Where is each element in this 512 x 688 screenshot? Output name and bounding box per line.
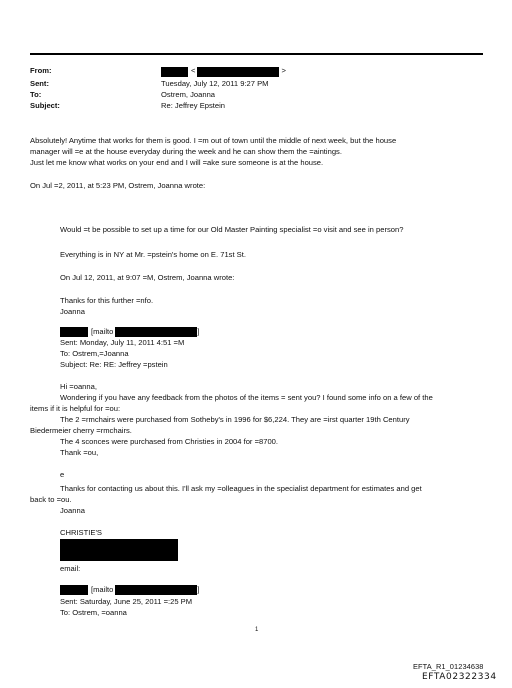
redaction-block (60, 585, 88, 595)
quote-line: Biedermeier cherry =rmchairs. (30, 426, 132, 435)
from-label: From: (30, 66, 52, 76)
quote-subject: Subject: Re: RE: Jeffrey =pstein (60, 360, 168, 369)
redaction-block (115, 585, 200, 595)
from-row (30, 66, 286, 77)
sent-value: Tuesday, July 12, 2011 9:27 PM (161, 79, 269, 89)
mailto-open: [mailto (91, 327, 114, 336)
quote-line: Thank =ou, (60, 448, 99, 457)
quote-line: Thanks for contacting us about this. I'll ask my =olleagues in the specialist department for estimates and get (60, 484, 422, 493)
from-angle-open: < (191, 66, 196, 76)
subject-label: Subject: (30, 101, 60, 111)
quote-line: Would =t be possible to set up a time for our Old Master Painting specialist =o visit and see in person? (60, 225, 404, 234)
mailto-close: ] (197, 327, 200, 336)
mailto-open: [mailto (91, 585, 114, 594)
redaction-block (60, 327, 88, 337)
header-rule (30, 53, 483, 55)
mailto-row (60, 585, 200, 595)
quote-sent: Sent: Monday, July 11, 2011 4:51 =M (60, 338, 185, 347)
reply-line: Absolutely! Anytime that works for them is good. I =m out of town until the middle of next week, but the house (30, 136, 397, 145)
redaction-block (161, 67, 188, 77)
signature-name: Joanna (60, 307, 85, 316)
quote-intro: On Jul =2, 2011, at 5:23 PM, Ostrem, Joanna wrote: (30, 181, 206, 190)
to-label: To: (30, 90, 42, 100)
redaction-block (115, 327, 200, 337)
quote-to: To: Ostrem,=Joanna (60, 349, 129, 358)
mailto-close: ] (197, 585, 200, 594)
to-value: Ostrem, Joanna (161, 90, 216, 100)
page-number: 1 (255, 627, 259, 633)
quote-line: back to =ou. (30, 495, 72, 504)
redaction-block (60, 539, 178, 561)
quote-sent: Sent: Saturday, June 25, 2011 =:25 PM (60, 597, 193, 606)
bates-number-small: EFTA_R1_01234638 (413, 662, 484, 671)
quote-line: items if it is helpful for =ou: (30, 404, 121, 413)
to-row (30, 90, 215, 101)
quote-to: To: Ostrem, =oanna (60, 608, 127, 617)
sent-label: Sent: (30, 79, 49, 89)
reply-line: manager will =e at the house everyday during the week and he can show them the =aintings. (30, 147, 342, 156)
mailto-row (60, 327, 200, 337)
email-label: email: (60, 564, 81, 573)
redaction-block (197, 67, 279, 77)
quote-line: Thanks for this further =nfo. (60, 296, 154, 305)
company-name: CHRISTIE'S (60, 528, 102, 537)
quote-greeting: Hi =oanna, (60, 382, 97, 391)
quote-intro: On Jul 12, 2011, at 9:07 =M, Ostrem, Joanna wrote: (60, 273, 235, 282)
from-angle-close: > (281, 66, 286, 76)
subject-row (30, 101, 225, 112)
quote-line: The 4 sconces were purchased from Christies in 2004 for =8700. (60, 437, 279, 446)
sent-row (30, 79, 269, 90)
quote-line: e (60, 470, 65, 479)
quote-line: Wondering if you have any feedback from the photos of the items = sent you? I found some info on a few of the (60, 393, 433, 402)
bates-number-large: EFTA02322334 (422, 672, 497, 682)
reply-line: Just let me know what works on your end and I will =ake sure someone is at the house. (30, 158, 324, 167)
signature-name: Joanna (60, 506, 85, 515)
quote-line: Everything is in NY at Mr. =pstein's home on E. 71st St. (60, 250, 246, 259)
subject-value: Re: Jeffrey Epstein (161, 101, 226, 111)
quote-line: The 2 =rmchairs were purchased from Sotheby's in 1996 for $6,224. They are =irst quarter 19th Century (60, 415, 410, 424)
